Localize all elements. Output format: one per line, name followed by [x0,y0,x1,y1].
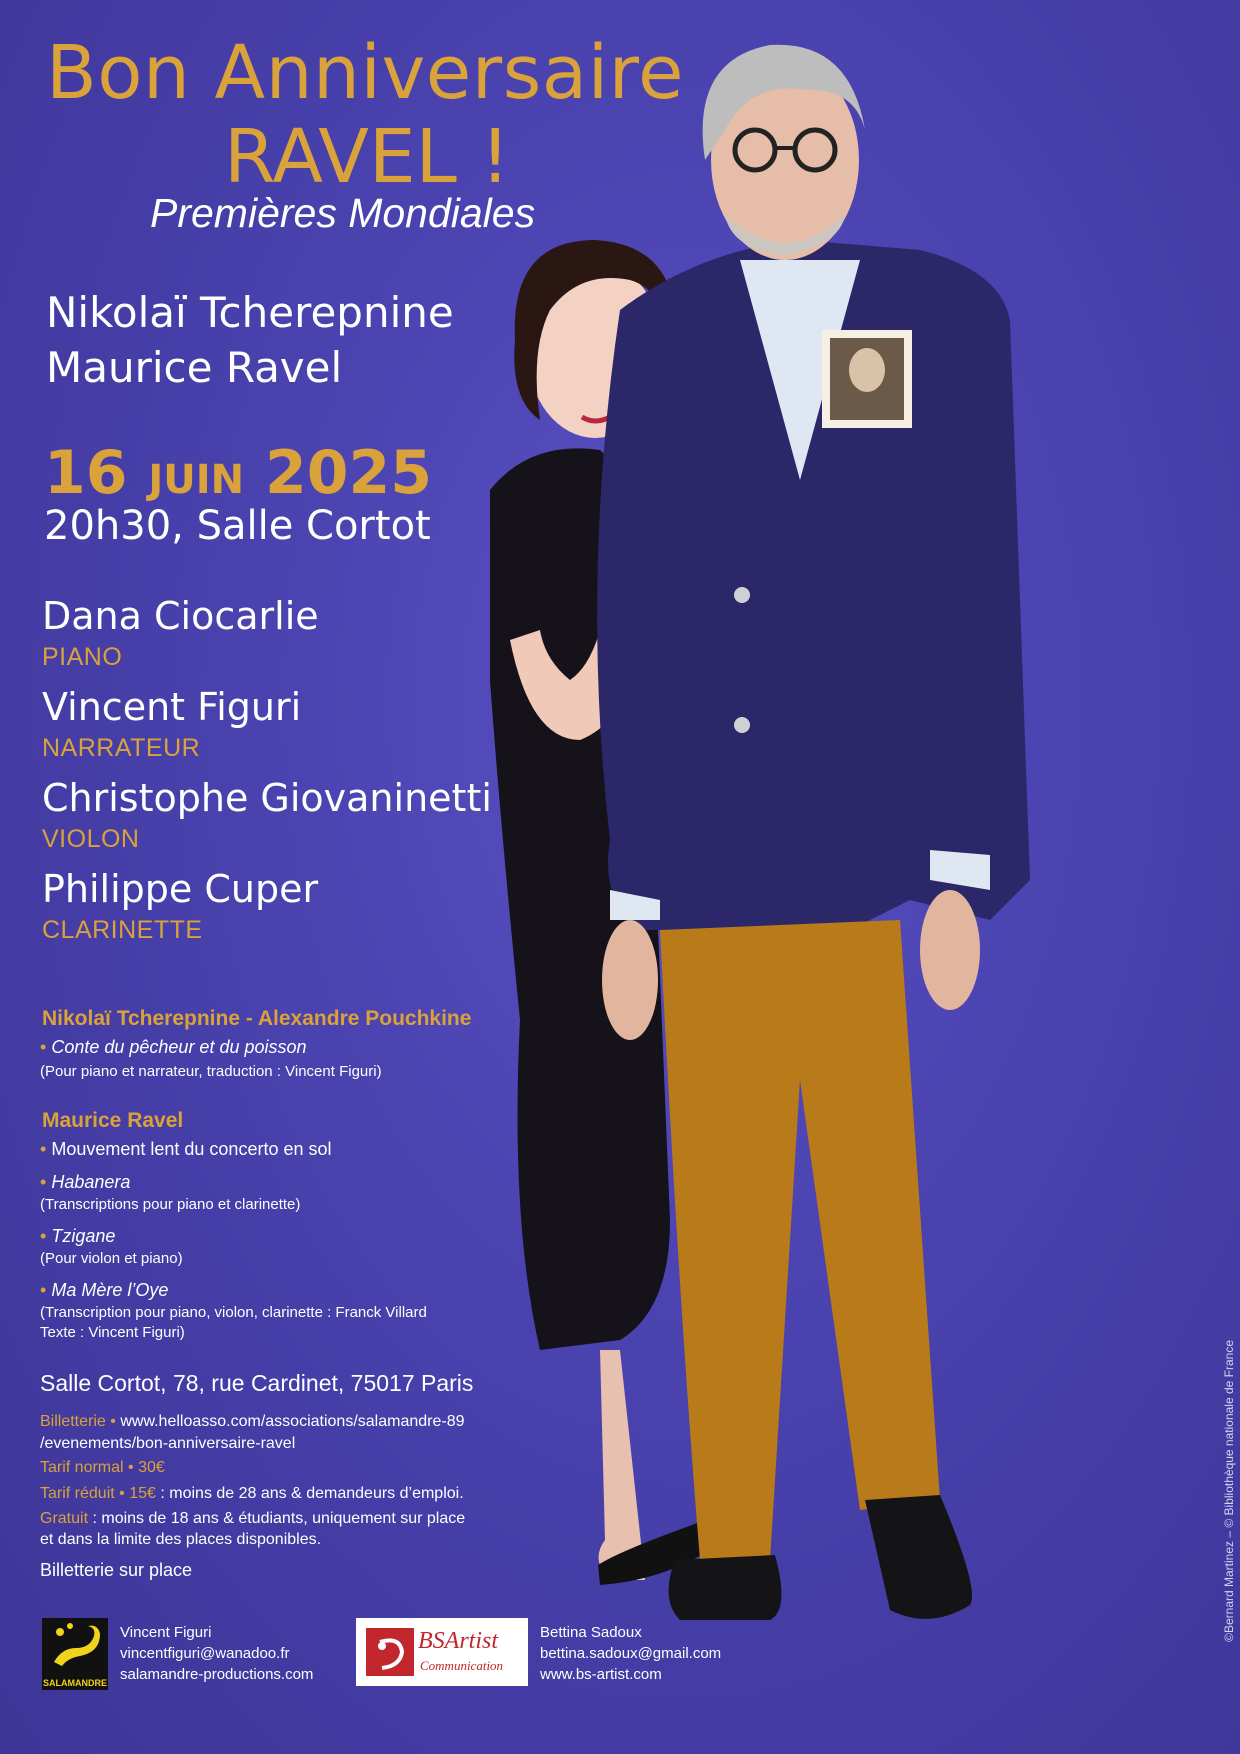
program-work: • Habanera [40,1172,131,1192]
performer-name: Dana Ciocarlie [42,594,319,638]
performers-photo [470,20,1170,1720]
composer-2: Maurice Ravel [46,343,343,392]
time-and-place: 20h30, Salle Cortot [44,503,431,549]
contact-name: Vincent Figuri [120,1624,212,1641]
program-section-2-heading: Maurice Ravel [42,1109,184,1132]
program-work: • Tzigane [40,1226,116,1246]
contact-name: Bettina Sadoux [540,1624,642,1641]
bullet: • [40,1172,47,1192]
title-line-2: RAVEL ! [224,114,511,200]
bullet: • [40,1139,47,1159]
performer-role: VIOLON [42,825,140,853]
program-work: • Conte du pêcheur et du poisson [40,1037,307,1057]
price-free-note: et dans la limite des places disponibles. [40,1531,322,1548]
date-day: 16 [44,438,128,508]
ticket-url[interactable]: www.helloasso.com/associations/salamandre-89 [120,1413,465,1430]
price-reduced: Tarif réduit • 15€ : moins de 28 ans & demandeurs d’emploi. [40,1485,464,1502]
composer-1: Nikolaï Tcherepnine [46,288,454,337]
bullet: • [40,1037,47,1057]
salamandre-logo: SALAMANDRE [42,1618,108,1690]
photo-credit: ©Bernard Martinez – © Bibliothèque nationale de France [1222,1340,1236,1642]
performer-role: CLARINETTE [42,916,203,944]
program-section-1-heading: Nikolaï Tcherepnine - Alexandre Pouchkine [42,1007,472,1030]
performer-name: Philippe Cuper [42,867,319,911]
date-month: JUIN [148,457,245,503]
title-line-1: Bon Anniversaire [46,30,684,116]
program-note: (Pour piano et narrateur, traduction : Vincent Figuri) [40,1063,382,1080]
salamander-icon [42,1618,108,1674]
contact-right [540,1622,721,1685]
venue-address: Salle Cortot, 78, rue Cardinet, 75017 Paris [40,1370,474,1396]
date-year: 2025 [265,438,433,508]
contact-website[interactable]: www.bs-artist.com [540,1666,662,1683]
program-note: (Transcription pour piano, violon, clarinette : Franck Villard [40,1304,427,1321]
performer-role: NARRATEUR [42,734,201,762]
price-free: Gratuit : moins de 18 ans & étudiants, uniquement sur place [40,1510,466,1527]
subtitle: Premières Mondiales [150,190,536,236]
performer-name: Vincent Figuri [42,685,302,729]
performer-name: Christophe Giovaninetti [42,776,492,820]
contact-email[interactable]: bettina.sadoux@gmail.com [540,1645,722,1662]
program-note: (Transcriptions pour piano et clarinette) [40,1196,301,1213]
concert-date [44,438,432,508]
program-note: Texte : Vincent Figuri) [40,1324,185,1341]
program-work: • Ma Mère l’Oye [40,1280,169,1300]
box-office-on-site: Billetterie sur place [40,1560,193,1580]
contact-email[interactable]: vincentfiguri@wanadoo.fr [120,1645,290,1662]
bullet: • [40,1226,47,1246]
ticket-line: Billetterie • www.helloasso.com/associations/salamandre-89 [40,1413,465,1430]
program-note: (Pour violon et piano) [40,1250,183,1267]
program-work: • Mouvement lent du concerto en sol [40,1139,332,1159]
bs-artist-logo: BSArtist Communication [356,1618,528,1686]
bullet: • [40,1280,47,1300]
contact-left [120,1622,313,1685]
price-normal: Tarif normal • 30€ [40,1459,165,1476]
bass-clef-icon [366,1628,414,1676]
ticket-url-continued[interactable]: /evenements/bon-anniversaire-ravel [40,1435,296,1452]
performer-role: PIANO [42,643,123,671]
contact-website[interactable]: salamandre-productions.com [120,1666,314,1683]
